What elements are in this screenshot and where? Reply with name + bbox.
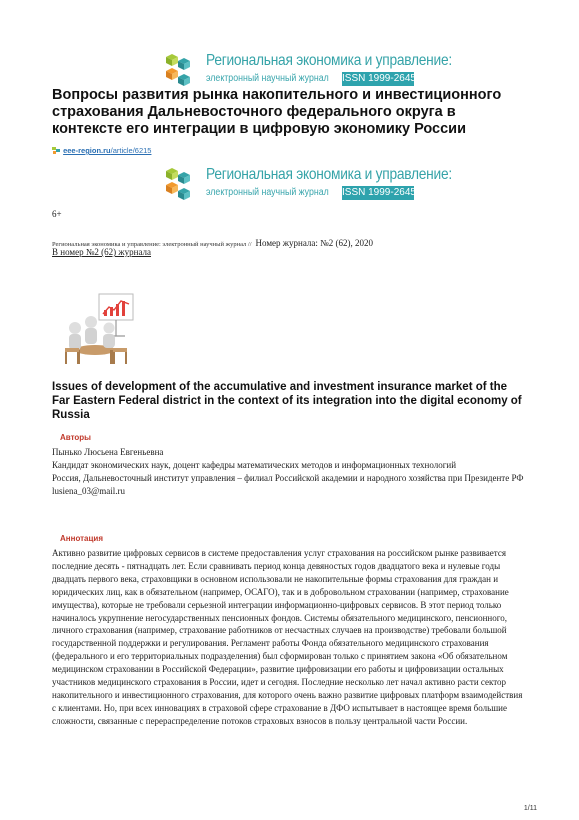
meeting-illustration — [55, 292, 147, 368]
journal-logo-icon — [164, 52, 204, 90]
banner-subtitle: электронный научный журнал — [206, 187, 329, 198]
banner-issn: ISSN 1999-2645 — [342, 73, 416, 84]
journal-banner-top — [164, 52, 452, 90]
authors-block — [52, 446, 524, 498]
banner-issn: ISSN 1999-2645 — [342, 187, 416, 198]
source-domain[interactable]: eee-region.ru — [63, 146, 111, 155]
author-email[interactable]: lusiena_03@mail.ru — [52, 485, 126, 496]
author-position: Кандидат экономических наук, доцент кафедры математических методов и информационных технологий — [52, 459, 457, 470]
journal-name: Региональная экономика и управление: электронный научный журнал // — [52, 241, 252, 248]
journal-banner-second — [164, 166, 452, 204]
abstract-paragraph: Активно развитие цифровых сервисов в системе предоставления услуг страхования на российском рынке развивается последние десять - пятнадцать лет. Если сравнивать период конца девяностых годов двадцатого века и нулевые годы двадцать первого века, страховщики в основном использовали не накопительные формы страхования для граждан и юридических лиц, как в обязательном (например, ОСАГО), так и в добровольном страховании (например, страхование имущества), которые не требовали серьезной интеграции информационно-цифровых сервисов. В этот период только начиналось укрупнение негосударственных пенсионных фондов. Системы обязательного медицинского, пенсионного, личного страхования (например, страхование работников от несчастных случаев на производстве) требовали большой государственной поддержки и регулирования. Регламент работы Фонда обязательного медицинского страхования (федерального и его территориальных подразделения) был сформирован только с принятием закона «Об обязательном медицинском страховании в Российской Федерации», развитие цифровизации его работы и цифровизации остальных участников медицинского страхования в России, идет и сегодня. Последние несколько лет начал активно расти сектор накопительного и инвестиционного страхования, для которого очень важно развитие цифровых платформ взаимодействия с клиентами. Но, при всех инновациях в страховой сфере страхование в ДФО испытывает в настоящее время большие сложности, связанные с перераспределение потоков страховых взносов в пользу центральной части России. — [52, 548, 523, 726]
source-link[interactable] — [52, 146, 151, 155]
banner-title: Региональная экономика и управление: — [206, 52, 452, 69]
article-title-en: Issues of development of the accumulative and investment insurance market of the Far Eastern Federal district in the context of its integration into the digital economy of Russia — [52, 381, 522, 421]
author-affiliation: Россия, Дальневосточный институт управления – филиал Российской академии и народного хозяйства при Президенте РФ — [52, 472, 524, 483]
abstract-heading: Аннотация — [60, 534, 103, 543]
link-icon — [52, 147, 61, 154]
issue-number: Номер журнала: №2 (62), 2020 — [255, 238, 373, 248]
banner-title: Региональная экономика и управление: — [206, 166, 452, 183]
abstract-text — [52, 547, 524, 728]
page-number: 1/11 — [523, 805, 537, 812]
source-path[interactable]: /article/6215 — [110, 146, 152, 155]
author-name: Пынько Люсьена Евгеньевна — [52, 447, 164, 457]
issue-link[interactable]: В номер №2 (62) журнала — [52, 247, 152, 257]
age-rating: 6+ — [52, 209, 62, 219]
journal-logo-icon — [164, 166, 204, 204]
authors-heading: Авторы — [60, 433, 92, 442]
banner-subtitle: электронный научный журнал — [206, 73, 329, 84]
article-title-ru: Вопросы развития рынка накопительного и инвестиционного страхования Дальневосточного федерального округа в контексте его интеграции в цифровую экономику России — [52, 87, 502, 137]
